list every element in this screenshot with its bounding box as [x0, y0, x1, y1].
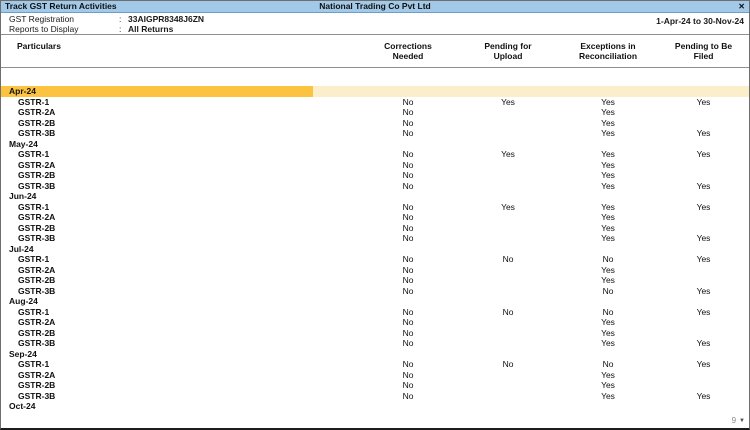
return-row[interactable]	[1, 223, 749, 234]
pending-to-be-filed-value	[658, 191, 749, 202]
pending-to-be-filed-header: Pending to Be Filed	[674, 41, 733, 61]
pending-for-upload-value	[458, 349, 558, 360]
corrections-needed-value	[358, 244, 458, 255]
pending-for-upload-value	[458, 139, 558, 150]
return-row[interactable]	[1, 202, 749, 213]
month-row[interactable]	[1, 401, 749, 412]
exceptions-in-reconciliation-value: Yes	[601, 117, 615, 128]
pending-to-be-filed-value	[658, 107, 749, 118]
return-label: GSTR-2A	[18, 317, 56, 327]
corrections-needed-value	[358, 86, 458, 97]
return-label: GSTR-1	[18, 149, 50, 159]
exceptions-in-reconciliation-value: Yes	[601, 327, 615, 338]
corrections-needed-value: No	[402, 390, 414, 401]
exceptions-in-reconciliation-header: Exceptions in Reconciliation	[578, 41, 638, 61]
pending-for-upload-value	[458, 223, 558, 234]
window-title: Track GST Return Activities	[5, 1, 117, 11]
month-row[interactable]	[1, 244, 749, 255]
return-row[interactable]	[1, 370, 749, 381]
particulars-header: Particulars	[17, 41, 61, 51]
exceptions-in-reconciliation-value	[558, 191, 658, 202]
exceptions-in-reconciliation-value: Yes	[601, 212, 615, 222]
return-label: GSTR-3B	[18, 180, 56, 191]
pending-for-upload-value	[458, 191, 558, 202]
pending-for-upload-value	[458, 317, 558, 328]
separator-colon: :	[119, 14, 122, 24]
corrections-needed-value: No	[402, 233, 414, 243]
exceptions-in-reconciliation-value: Yes	[601, 222, 615, 233]
corrections-needed-value: No	[402, 149, 414, 159]
table-header	[1, 35, 749, 68]
exceptions-in-reconciliation-value: Yes	[601, 170, 615, 180]
pending-to-be-filed-value	[658, 170, 749, 181]
gst-registration-value: 33AIGPR8348J6ZN	[128, 14, 205, 24]
pending-to-be-filed-value: Yes	[696, 149, 711, 159]
return-label: GSTR-3B	[18, 338, 56, 348]
exceptions-in-reconciliation-value: No	[602, 254, 614, 264]
month-label: Jun-24	[9, 191, 37, 201]
return-row[interactable]	[1, 118, 749, 129]
return-label: GSTR-3B	[18, 285, 56, 296]
exceptions-in-reconciliation-value: No	[602, 359, 614, 369]
pending-for-upload-value	[458, 170, 558, 181]
pending-to-be-filed-value: Yes	[696, 285, 711, 296]
pending-to-be-filed-value: Yes	[696, 96, 711, 107]
exceptions-in-reconciliation-value: Yes	[601, 317, 615, 327]
close-icon[interactable]: ✕	[738, 2, 745, 11]
period-range: 1-Apr-24 to 30-Nov-24	[656, 16, 744, 26]
return-row[interactable]	[1, 107, 749, 118]
corrections-needed-value: No	[402, 107, 414, 117]
exceptions-in-reconciliation-value	[558, 349, 658, 360]
return-row[interactable]	[1, 265, 749, 276]
corrections-needed-value: No	[402, 359, 414, 369]
corrections-needed-value: No	[402, 117, 414, 128]
pending-to-be-filed-value	[658, 86, 749, 97]
return-label: GSTR-2B	[18, 170, 56, 180]
pending-for-upload-header: Pending for Upload	[484, 41, 532, 61]
corrections-needed-value: No	[402, 369, 414, 380]
return-label: GSTR-3B	[18, 390, 56, 401]
return-label: GSTR-2B	[18, 222, 56, 233]
title-bar	[1, 1, 749, 13]
reports-to-display-label: Reports to Display	[9, 24, 79, 34]
pending-to-be-filed-value	[658, 328, 749, 339]
month-row[interactable]	[1, 139, 749, 150]
exceptions-in-reconciliation-value: Yes	[601, 180, 615, 191]
reports-to-display-value: All Returns	[128, 24, 174, 34]
pending-for-upload-value	[458, 370, 558, 381]
corrections-needed-value	[358, 296, 458, 307]
return-label: GSTR-1	[18, 254, 50, 264]
exceptions-in-reconciliation-value: No	[602, 285, 614, 296]
pending-to-be-filed-value: Yes	[696, 128, 711, 138]
return-row[interactable]	[1, 170, 749, 181]
return-label: GSTR-2B	[18, 275, 56, 285]
scroll-more-indicator	[732, 416, 745, 425]
separator-colon: :	[119, 24, 122, 34]
pending-to-be-filed-value: Yes	[696, 254, 711, 264]
corrections-needed-value: No	[402, 159, 414, 170]
exceptions-in-reconciliation-value: Yes	[601, 369, 615, 380]
month-label: Aug-24	[9, 296, 38, 306]
pending-for-upload-value	[458, 86, 558, 97]
pending-to-be-filed-value: Yes	[696, 359, 711, 369]
return-label: GSTR-1	[18, 306, 50, 317]
return-label: GSTR-2A	[18, 369, 56, 380]
month-row[interactable]	[1, 296, 749, 307]
corrections-needed-header: Corrections Needed	[384, 41, 432, 61]
exceptions-in-reconciliation-value: No	[602, 306, 614, 317]
pending-for-upload-value	[458, 107, 558, 118]
pending-to-be-filed-value	[658, 139, 749, 150]
gst-registration-row	[1, 14, 749, 24]
pending-for-upload-value	[458, 286, 558, 297]
pending-for-upload-value	[458, 328, 558, 339]
pending-for-upload-value	[458, 401, 558, 412]
pending-for-upload-value	[458, 275, 558, 286]
month-label: Jul-24	[9, 243, 34, 254]
month-label: Sep-24	[9, 348, 37, 359]
pending-for-upload-value: Yes	[501, 149, 515, 159]
exceptions-in-reconciliation-value: Yes	[601, 233, 615, 243]
pending-for-upload-value: No	[502, 306, 514, 317]
pending-for-upload-value: No	[502, 359, 514, 369]
pending-to-be-filed-value	[658, 401, 749, 412]
corrections-needed-value: No	[402, 128, 414, 138]
gst-registration-label: GST Registration	[9, 14, 75, 24]
return-row[interactable]	[1, 307, 749, 318]
return-label: GSTR-3B	[18, 233, 56, 243]
return-row[interactable]	[1, 128, 749, 139]
returns-table-body	[1, 86, 749, 412]
pending-to-be-filed-value: Yes	[696, 338, 711, 348]
pending-for-upload-value	[458, 244, 558, 255]
return-label: GSTR-2B	[18, 117, 56, 128]
corrections-needed-value: No	[402, 317, 414, 327]
pending-for-upload-value	[458, 265, 558, 276]
exceptions-in-reconciliation-value: Yes	[601, 149, 615, 159]
return-label: GSTR-3B	[18, 128, 56, 138]
return-row[interactable]	[1, 286, 749, 297]
pending-to-be-filed-value	[658, 317, 749, 328]
pending-for-upload-value	[458, 296, 558, 307]
return-label: GSTR-2A	[18, 264, 56, 275]
corrections-needed-value: No	[402, 285, 414, 296]
return-row[interactable]	[1, 212, 749, 223]
exceptions-in-reconciliation-value: Yes	[601, 264, 615, 275]
pending-to-be-filed-value	[658, 275, 749, 286]
corrections-needed-value	[358, 349, 458, 360]
pending-for-upload-value	[458, 181, 558, 192]
month-row[interactable]	[1, 349, 749, 360]
exceptions-in-reconciliation-value: Yes	[601, 96, 615, 107]
exceptions-in-reconciliation-value: Yes	[601, 390, 615, 401]
return-label: GSTR-2A	[18, 159, 56, 170]
corrections-needed-value: No	[402, 327, 414, 338]
corrections-needed-value: No	[402, 96, 414, 107]
corrections-needed-value: No	[402, 380, 414, 390]
pending-for-upload-value	[458, 118, 558, 129]
pending-to-be-filed-value	[658, 380, 749, 391]
pending-to-be-filed-value	[658, 212, 749, 223]
return-row[interactable]	[1, 380, 749, 391]
month-row[interactable]	[1, 86, 749, 97]
exceptions-in-reconciliation-value	[558, 139, 658, 150]
pending-to-be-filed-value	[658, 160, 749, 171]
header-spacer	[313, 41, 358, 67]
corrections-needed-value: No	[402, 275, 414, 285]
exceptions-in-reconciliation-value: Yes	[601, 380, 615, 390]
corrections-needed-value	[358, 191, 458, 202]
return-row[interactable]	[1, 97, 749, 108]
return-label: GSTR-1	[18, 201, 50, 212]
pending-for-upload-value: Yes	[501, 201, 515, 212]
exceptions-in-reconciliation-value	[558, 296, 658, 307]
pending-to-be-filed-value: Yes	[696, 306, 711, 317]
pending-to-be-filed-value	[658, 296, 749, 307]
pending-for-upload-value: Yes	[501, 96, 515, 107]
exceptions-in-reconciliation-value: Yes	[601, 201, 615, 212]
pending-for-upload-value	[458, 160, 558, 171]
corrections-needed-value: No	[402, 264, 414, 275]
pending-for-upload-value	[458, 338, 558, 349]
exceptions-in-reconciliation-value	[558, 86, 658, 97]
pending-to-be-filed-value: Yes	[696, 201, 711, 212]
header-body-gap	[1, 68, 749, 86]
scroll-more-count: 9	[731, 416, 737, 425]
corrections-needed-value: No	[402, 212, 414, 222]
exceptions-in-reconciliation-value	[558, 401, 658, 412]
exceptions-in-reconciliation-value: Yes	[601, 275, 615, 285]
pending-to-be-filed-value: Yes	[696, 390, 711, 401]
pending-for-upload-value	[458, 212, 558, 223]
corrections-needed-value: No	[402, 170, 414, 180]
exceptions-in-reconciliation-value: Yes	[601, 159, 615, 170]
corrections-needed-value: No	[402, 222, 414, 233]
corrections-needed-value: No	[402, 338, 414, 348]
pending-to-be-filed-value	[658, 118, 749, 129]
return-row[interactable]	[1, 317, 749, 328]
pending-to-be-filed-value	[658, 349, 749, 360]
pending-for-upload-value	[458, 233, 558, 244]
pending-for-upload-value	[458, 391, 558, 402]
return-row[interactable]	[1, 181, 749, 192]
corrections-needed-value: No	[402, 306, 414, 317]
month-row[interactable]	[1, 191, 749, 202]
return-row[interactable]	[1, 359, 749, 370]
return-label: GSTR-1	[18, 359, 50, 369]
return-row[interactable]	[1, 328, 749, 339]
corrections-needed-value: No	[402, 201, 414, 212]
return-label: GSTR-2B	[18, 380, 56, 390]
return-row[interactable]	[1, 391, 749, 402]
return-row[interactable]	[1, 275, 749, 286]
pending-to-be-filed-value	[658, 223, 749, 234]
pending-to-be-filed-value	[658, 370, 749, 381]
return-row[interactable]	[1, 254, 749, 265]
corrections-needed-value: No	[402, 254, 414, 264]
pending-for-upload-value: No	[502, 254, 514, 264]
return-row[interactable]	[1, 160, 749, 171]
reports-to-display-row	[1, 24, 749, 34]
corrections-needed-value	[358, 401, 458, 412]
corrections-needed-value: No	[402, 180, 414, 191]
month-label: May-24	[9, 138, 38, 149]
corrections-needed-value	[358, 139, 458, 150]
month-label: Oct-24	[9, 401, 36, 411]
report-info-panel	[1, 13, 749, 35]
return-label: GSTR-2A	[18, 107, 56, 117]
exceptions-in-reconciliation-value: Yes	[601, 338, 615, 348]
exceptions-in-reconciliation-value: Yes	[601, 128, 615, 138]
pending-for-upload-value	[458, 380, 558, 391]
company-name: National Trading Co Pvt Ltd	[319, 1, 431, 11]
month-label: Apr-24	[1, 86, 313, 97]
return-row[interactable]	[1, 338, 749, 349]
return-label: GSTR-2A	[18, 212, 56, 222]
return-row[interactable]	[1, 233, 749, 244]
pending-to-be-filed-value: Yes	[696, 180, 711, 191]
pending-to-be-filed-value	[658, 244, 749, 255]
return-label: GSTR-1	[18, 96, 50, 107]
exceptions-in-reconciliation-value	[558, 244, 658, 255]
return-label: GSTR-2B	[18, 327, 56, 338]
return-row[interactable]	[1, 149, 749, 160]
chevron-down-icon: ▼	[739, 417, 745, 424]
pending-to-be-filed-value	[658, 265, 749, 276]
pending-for-upload-value	[458, 128, 558, 139]
pending-to-be-filed-value: Yes	[696, 233, 711, 243]
exceptions-in-reconciliation-value: Yes	[601, 107, 615, 117]
